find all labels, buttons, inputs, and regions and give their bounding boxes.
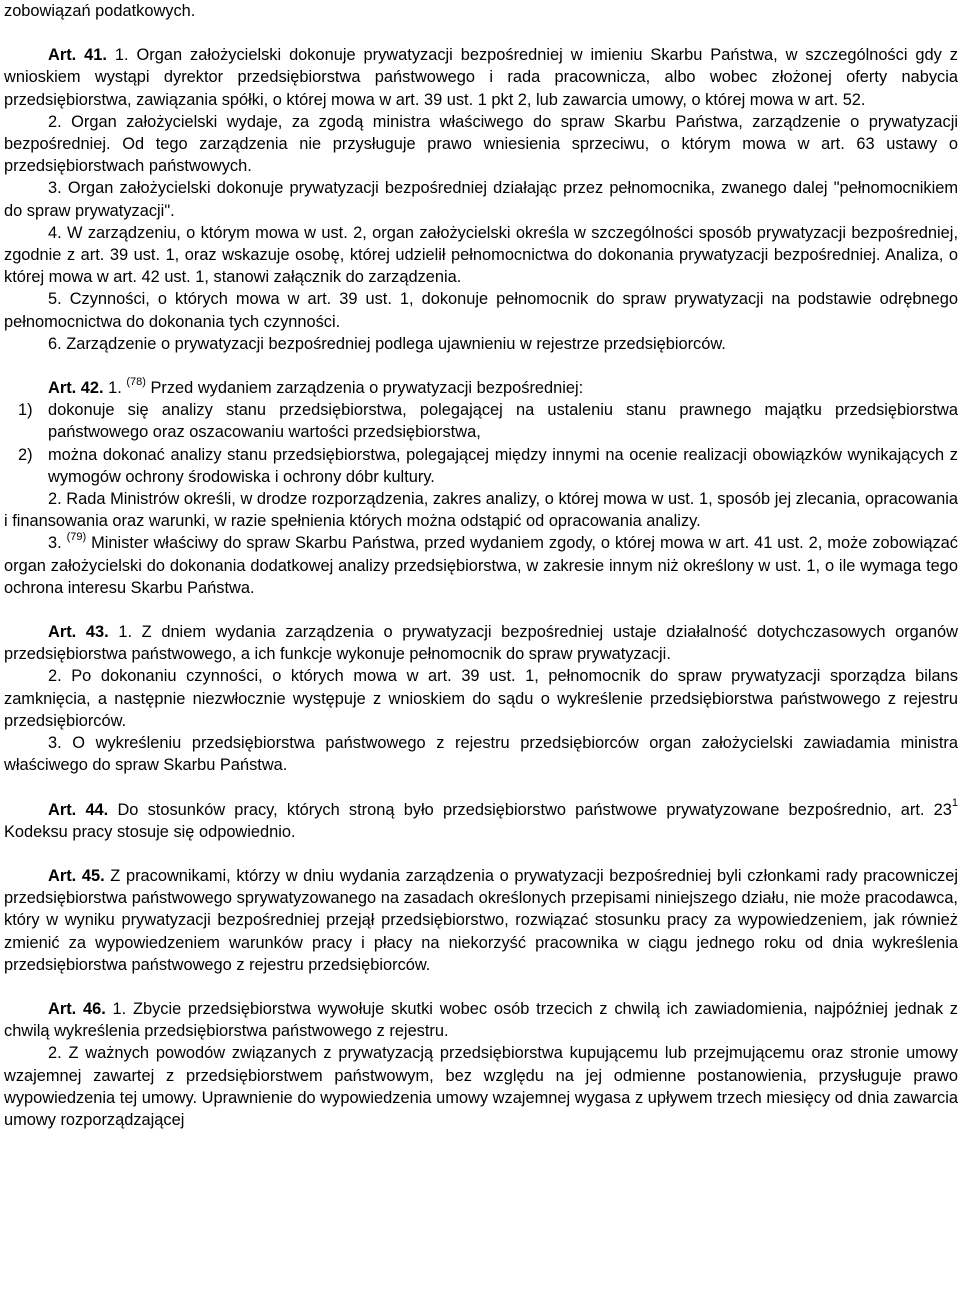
spacer: [4, 777, 958, 799]
article-heading: Art. 43.: [48, 623, 109, 642]
article-42-paragraph-2: 2. Rada Ministrów określi, w drodze rozporządzenia, zakres analizy, o której mowa w ust. 1, sposób jej zlecania, opracowania i finansowania oraz warunki, w razie spełnienia których można odstąpić od opracowania analizy.: [4, 490, 958, 531]
article-46-paragraph-1: Art. 46. 1. Zbycie przedsiębiorstwa wywołuje skutki wobec osób trzecich z chwilą ich zawiadomienia, najpóźniej jednak z chwilą wykreślenia przedsiębiorstwa państwowego z rejestru.: [4, 999, 958, 1041]
list-item-number: 2): [18, 445, 33, 464]
article-42-paragraph-1: Art. 42. 1. $^{(78)}$ Przed wydaniem zarządzenia o prywatyzacji bezpośredniej:: [48, 375, 584, 398]
article-heading: Art. 41.: [48, 46, 107, 65]
article-heading: Art. 42.: [48, 379, 104, 398]
spacer: [4, 976, 958, 998]
article-heading: Art. 44.: [48, 800, 109, 819]
article-45: Art. 45. Z pracownikami, którzy w dniu wydania zarządzenia o prywatyzacji bezpośredniej byli członkami rady pracowniczej przedsiębiorstwa państwowego sprywatyzowanego na zasadach określonych przepisami niniejszego działu, nie może pracodawca, który w wyniku prywatyzacji bezpośredniej przejął przedsiębiorstwo, rozwiązać stosunku pracy za wypowiedzeniem, jak również zmienić za wypowiedzeniem warunków pracy i płacy na niekorzyść pracownika w ciągu jednego roku od dnia wykreślenia przedsiębiorstwa państwowego z rejestru przedsiębiorców.: [4, 866, 958, 974]
article-41-paragraph-6: 6. Zarządzenie o prywatyzacji bezpośredniej podlega ujawnieniu w rejestrze przedsiębiorców.: [48, 334, 726, 353]
article-41-paragraph-4: 4. W zarządzeniu, o którym mowa w ust. 2, organ założycielski określa w szczególności sposób prywatyzacji bezpośredniej, zgodnie z art. 39 ust. 1, oraz wskazuje osobę, której udzielił pełnomocnictwa do dokonania prywatyzacji bezpośredniej. Analiza, o której mowa w art. 42 ust. 1, stanowi załącznik do zarządzenia.: [4, 223, 958, 287]
list-item-text: można dokonać analizy stanu przedsiębiorstwa, polegającej między innymi na ocenie realizacji obowiązków wynikających z wymogów ochrony środowiska i ochrony dóbr kultury.: [48, 445, 958, 486]
article-heading: Art. 45.: [48, 866, 105, 885]
article-41-paragraph-2: 2. Organ założycielski wydaje, za zgodą ministra właściwego do spraw Skarbu Państwa, zarządzenie o prywatyzacji bezpośredniej. Od tego zarządzenia nie przysługuje prawo wniesienia sprzeciwu, o którym mowa w art. 63 ustawy o przedsiębiorstwach państwowych.: [4, 112, 958, 176]
spacer: [4, 843, 958, 865]
article-43-paragraph-3: 3. O wykreśleniu przedsiębiorstwa państwowego z rejestru przedsiębiorców organ założycielski zawiadamia ministra właściwego do spraw Skarbu Państwa.: [4, 734, 958, 775]
footnote-ref: (79): [66, 531, 87, 543]
list-item: [4, 444, 958, 488]
spacer: [4, 599, 958, 621]
article-43-paragraph-2: 2. Po dokonaniu czynności, o których mowa w art. 39 ust. 1, pełnomocnik do spraw prywatyzacji sporządza bilans zamknięcia, a następnie niezwłocznie występuje z wnioskiem do sądu o wykreślenie przedsiębiorstwa państwowego z rejestru przedsiębiorców.: [4, 667, 958, 730]
footnote-ref: (78): [126, 375, 146, 388]
list-item: [4, 399, 958, 443]
article-43-paragraph-1: Art. 43. 1. Z dniem wydania zarządzenia o prywatyzacji bezpośredniej ustaje działalność dotychczasowych organów przedsiębiorstwa państwowego, a ich funkcje wykonuje pełnomocnik do spraw prywatyzacji.: [4, 623, 958, 664]
paragraph-continuation: zobowiązań podatkowych.: [4, 2, 196, 20]
superscript: 1: [951, 797, 958, 810]
spacer: [4, 22, 958, 44]
article-heading: Art. 46.: [48, 999, 106, 1018]
article-42-paragraph-3: 3. $^{(79)}$ Minister właściwy do spraw Skarbu Państwa, przed wydaniem zgody, o której mowa w art. 41 ust. 2, może zobowiązać organ założycielski do dokonania dodatkowej analizy przedsiębiorstwa, w zakresie innym niż określony w ust. 1, o ile wymaga tego ochrona interesu Skarbu Państwa.: [4, 531, 958, 597]
document-page: [4, 0, 958, 1131]
article-41-paragraph-5: 5. Czynności, o których mowa w art. 39 ust. 1, dokonuje pełnomocnik do spraw prywatyzacji na podstawie odrębnego pełnomocnictwa do dokonania tych czynności.: [4, 290, 958, 331]
article-41-paragraph-1: Art. 41. 1. Organ założycielski dokonuje prywatyzacji bezpośredniej w imieniu Skarbu Państwa, w szczególności gdy z wnioskiem wystąpi dyrektor przedsiębiorstwa państwowego i rada pracownicza, albo wobec złożonej oferty nabycia przedsiębiorstwa, zawiązania spółki, o której mowa w art. 39 ust. 1 pkt 2, lub zawarcia umowy, o której mowa w art. 52.: [4, 46, 958, 109]
spacer: [4, 355, 958, 377]
article-41-paragraph-3: 3. Organ założycielski dokonuje prywatyzacji bezpośredniej działając przez pełnomocnika, zwanego dalej "pełnomocnikiem do spraw prywatyzacji".: [4, 179, 958, 220]
article-46-paragraph-2: 2. Z ważnych powodów związanych z prywatyzacją przedsiębiorstwa kupującemu lub przejmującemu oraz stronie umowy wzajemnej zawartej z przedsiębiorstwem państwowym, bez względu na jej odmienne postanowienia, przysługuje prawo wypowiedzenia tej umowy. Uprawnienie do wypowiedzenia umowy wzajemnej wygasa z upływem trzech miesięcy od dnia zawarcia umowy rozporządzającej: [4, 1044, 958, 1129]
list-item-text: dokonuje się analizy stanu przedsiębiorstwa, polegającej na ustaleniu stanu prawnego majątku przedsiębiorstwa państwowego oraz oszacowaniu wartości przedsiębiorstwa,: [48, 401, 958, 442]
list-item-number: 1): [18, 401, 33, 420]
article-44: Art. 44. Do stosunków pracy, których stroną było przedsiębiorstwo państwowe prywatyzowane bezpośrednio, art. $23^1$ Kodeksu pracy stosuje się odpowiednio.: [4, 797, 958, 841]
